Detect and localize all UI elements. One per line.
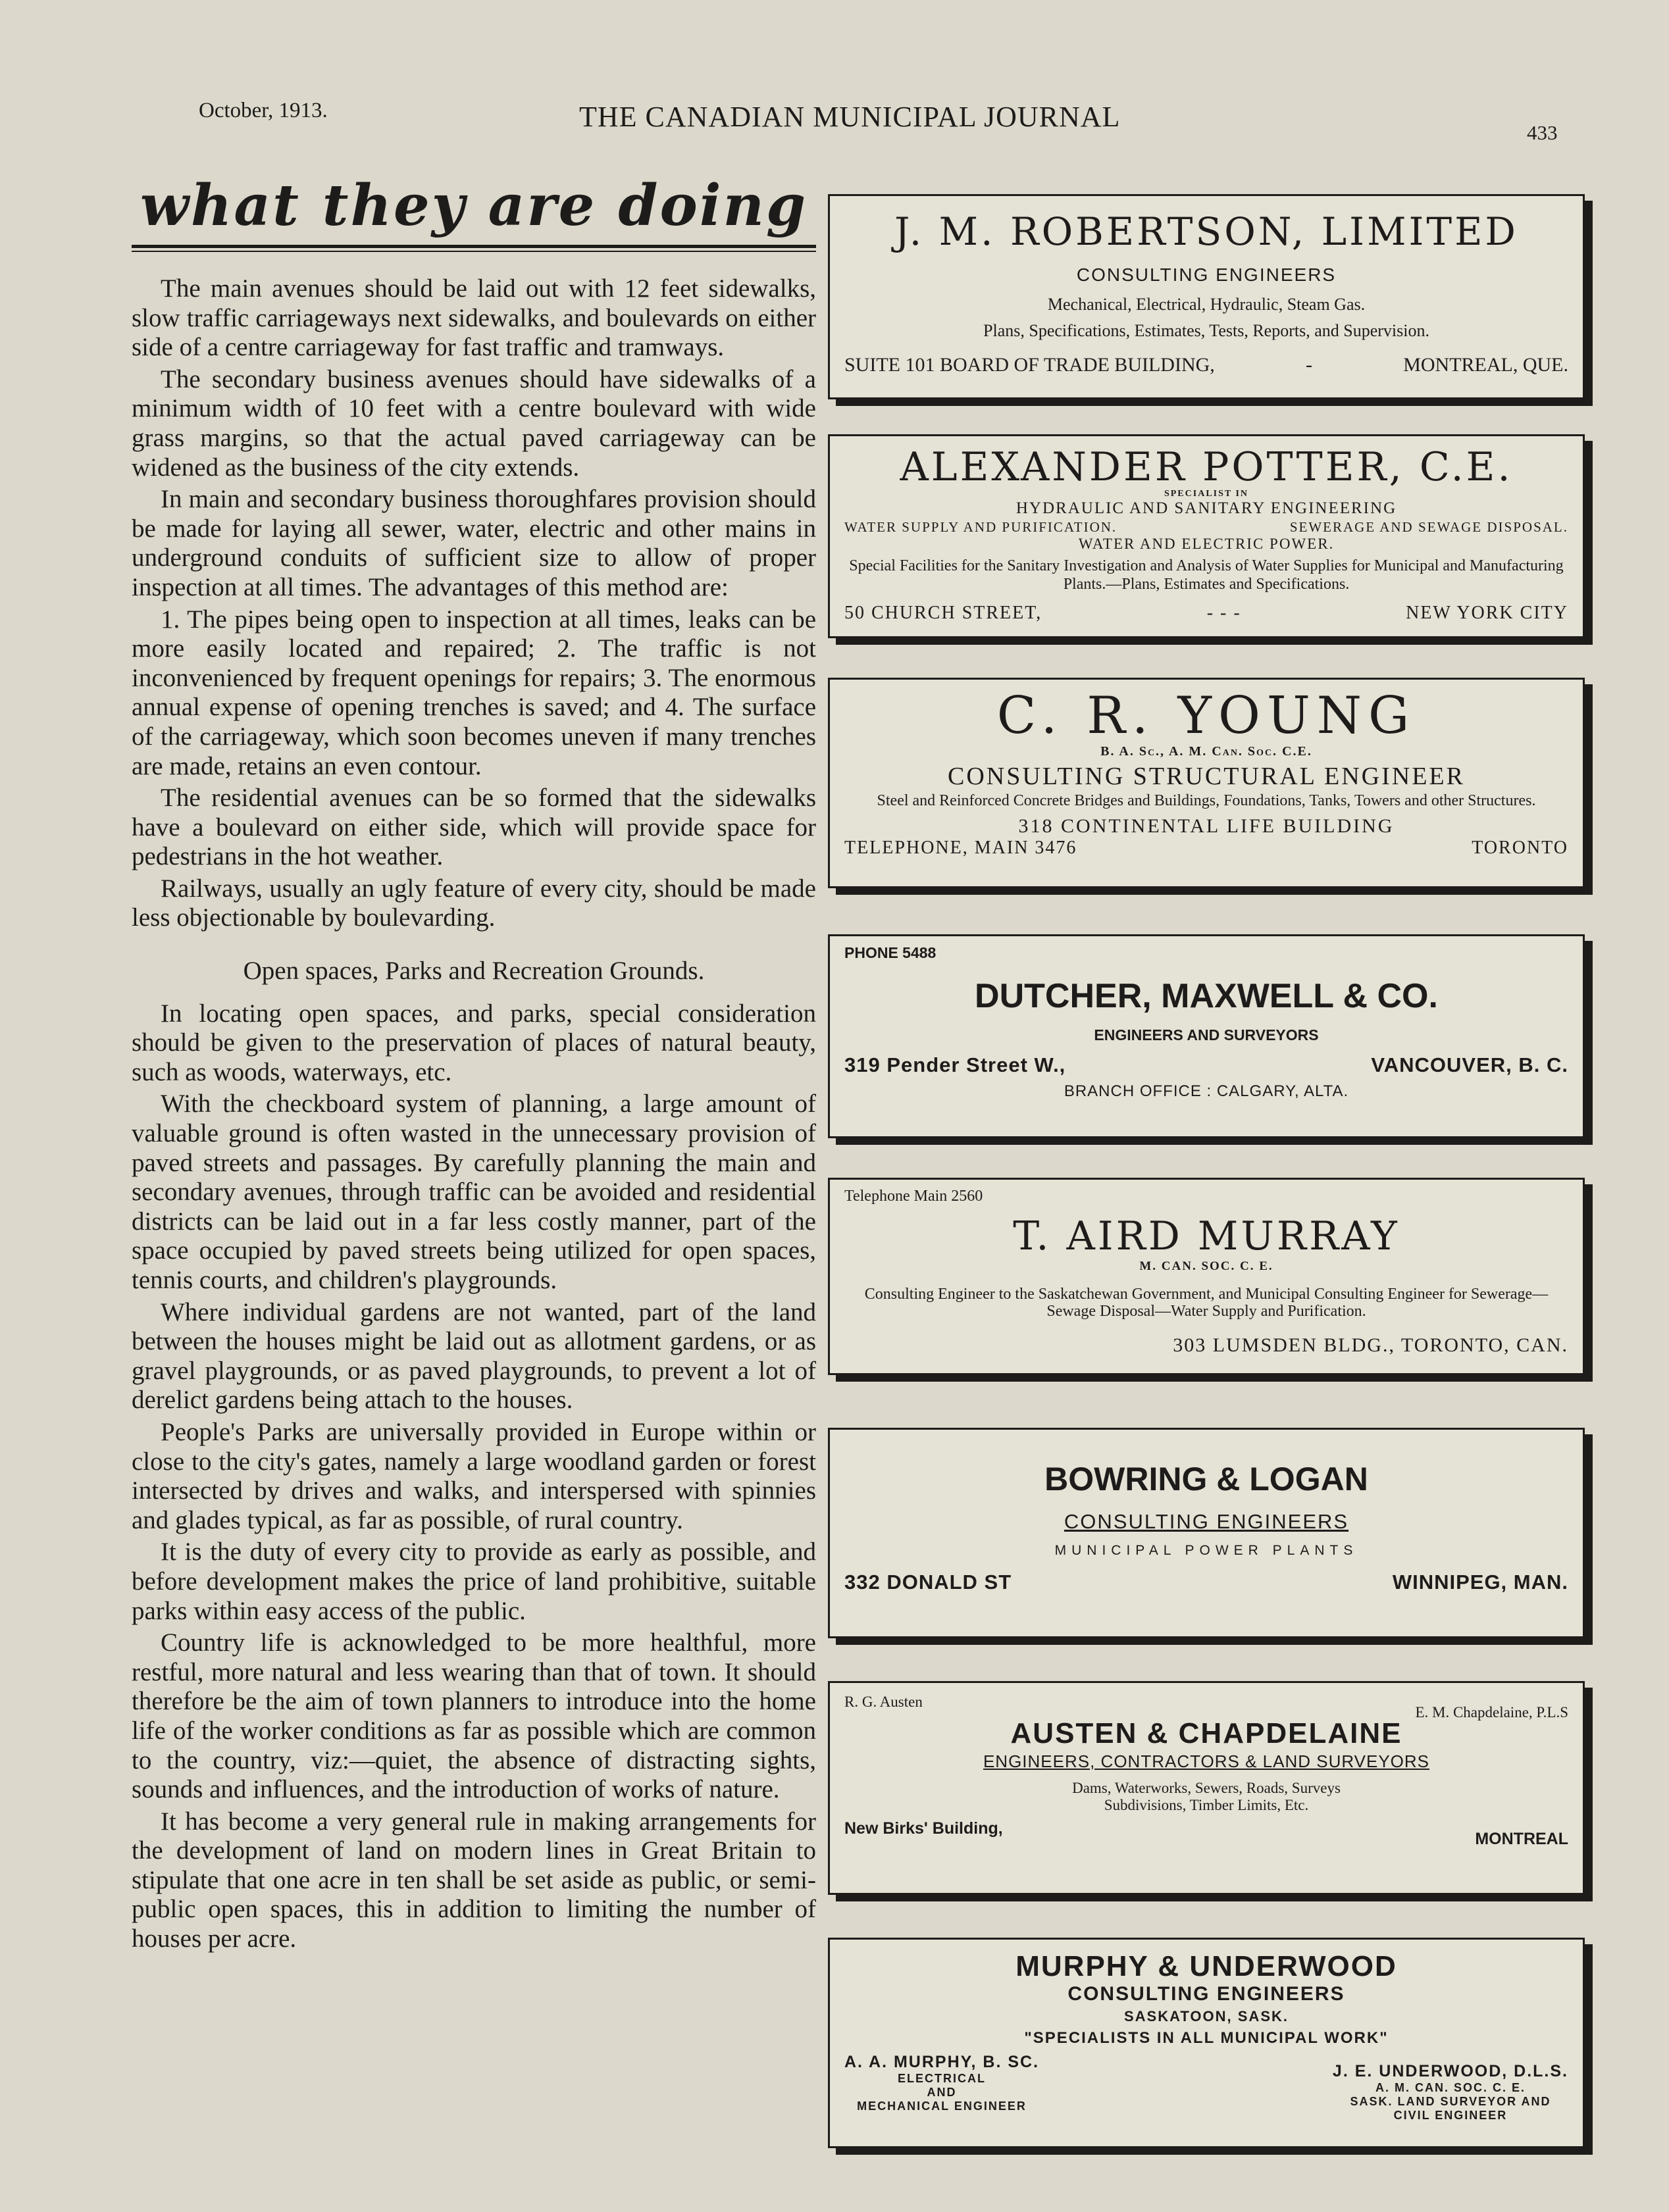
ad-partners-row — [844, 2053, 1568, 2123]
ad-partner-name: J. E. UNDERWOOD, D.L.S. — [1332, 2062, 1568, 2080]
ad-firm-name: T. AIRD MURRAY — [1013, 1213, 1400, 1259]
ad-specialty: WATER AND ELECTRIC POWER. — [1078, 536, 1335, 552]
ad-austen — [828, 1681, 1585, 1895]
ad-subtitle: ENGINEERS AND SURVEYORS — [1094, 1026, 1319, 1043]
ad-services: Dams, Waterworks, Sewers, Roads, Surveys — [1072, 1780, 1341, 1796]
ad-address: SUITE 101 BOARD OF TRADE BUILDING, — [844, 354, 1215, 376]
ad-subtitle: ENGINEERS, CONTRACTORS & LAND SURVEYORS — [983, 1751, 1430, 1771]
page-number: 433 — [1527, 121, 1558, 144]
ad-separator: - — [1305, 354, 1312, 376]
article-paragraph: The main avenues should be laid out with 12 feet sidewalks, slow traffic carriageways next sidewalks, and boulevards on either side of a centre carriageway for fast traffic and tramways. — [132, 274, 816, 362]
ad-title: CONSULTING STRUCTURAL ENGINEER — [948, 763, 1465, 790]
ad-address: 303 LUMSDEN BLDG., TORONTO, CAN. — [1173, 1334, 1568, 1356]
article-paragraph: The secondary business avenues should have sidewalks of a minimum width of 10 feet with a centre boulevard with wide grass margins, so that the actual paved carriageway can be widened as the business of the city extends. — [132, 364, 816, 482]
ad-city: NEW YORK CITY — [1406, 603, 1568, 623]
ad-firm-name: J. M. ROBERTSON, LIMITED — [894, 209, 1518, 254]
ad-partner-name: A. A. MURPHY, B. SC. — [844, 2053, 1040, 2071]
ad-firm-name: ALEXANDER POTTER, C.E. — [900, 444, 1513, 490]
ad-specialist: SPECIALIST IN — [1164, 489, 1249, 499]
ad-firm-name: AUSTEN & CHAPDELAINE — [1010, 1717, 1402, 1749]
article-paragraph: The residential avenues can be so formed that the sidewalks have a boulevard on either side, which will provide space for pedestrians in the hot weather. — [132, 784, 816, 871]
article-subheading: Open spaces, Parks and Recreation Grounds. — [243, 957, 705, 986]
ad-partner: E. M. Chapdelaine, P.L.S — [1415, 1704, 1568, 1721]
ad-partner-detail: MECHANICAL ENGINEER — [857, 2099, 1027, 2113]
journal-title: THE CANADIAN MUNICIPAL JOURNAL — [579, 101, 1121, 133]
ad-partner-detail: CIVIL ENGINEER — [1393, 2109, 1508, 2122]
ad-partner-detail: A. M. CAN. SOC. C. E. — [1375, 2081, 1526, 2094]
ad-city: MONTREAL, QUE. — [1403, 354, 1568, 376]
ad-services: Subdivisions, Timber Limits, Etc. — [1104, 1797, 1309, 1813]
ad-address: 50 CHURCH STREET, — [844, 603, 1042, 623]
article-paragraph: Where individual gardens are not wanted, part of the land between the houses might be laid out as allotment gardens, or as gravel playgrounds, or as paved playgrounds, to prevent a lot of derelict gardens being attach to the houses. — [132, 1297, 816, 1415]
ad-address-row — [844, 1053, 1568, 1077]
ad-address-row — [844, 838, 1568, 859]
ad-city: MONTREAL — [1475, 1830, 1568, 1848]
article-paragraph: Railways, usually an ugly feature of every city, should be made less objectionable by boulevarding. — [132, 874, 816, 932]
ad-partner-right — [1333, 2053, 1568, 2123]
ad-firm-name: MURPHY & UNDERWOOD — [1015, 1950, 1397, 1982]
ad-dutcher — [828, 934, 1585, 1138]
ad-address-row — [844, 1819, 1568, 1848]
ad-address-row — [844, 1571, 1568, 1594]
issue-date: October, 1913. — [199, 99, 328, 122]
ad-subtitle: CONSULTING ENGINEERS — [1064, 1510, 1349, 1533]
ad-young — [828, 678, 1585, 888]
ad-murphy — [828, 1938, 1585, 2148]
title-rule — [132, 245, 816, 252]
section-title: what they are doing — [140, 172, 808, 239]
ad-address: 318 CONTINENTAL LIFE BUILDING — [1018, 815, 1395, 837]
ad-partner-detail: SASK. LAND SURVEYOR AND — [1350, 2095, 1551, 2108]
ad-services: Plans, Specifications, Estimates, Tests, Reports, and Supervision. — [983, 321, 1429, 340]
ad-firm-name: C. R. YOUNG — [996, 686, 1416, 745]
ad-facilities: Special Facilities for the Sanitary Investigation and Analysis of Water Supplies for Municipal and Manufacturing Plants.—Plans, Estimates and Specifications. — [849, 557, 1564, 593]
ad-city: SASKATOON, SASK. — [1124, 2008, 1289, 2024]
article-paragraph: It has become a very general rule in making arrangements for the development of land on modern lines in Great Britain to stipulate that one acre in ten shall be set aside as public, or semi-public open spaces, this in addition to limiting the number of houses per acre. — [132, 1807, 816, 1953]
ad-degrees: B. A. Sc., A. M. Can. Soc. C.E. — [1100, 744, 1312, 759]
ad-specialty: SEWERAGE AND SEWAGE DISPOSAL. — [1289, 519, 1568, 535]
ad-bowring — [828, 1428, 1585, 1638]
ad-firm-name: DUTCHER, MAXWELL & CO. — [975, 977, 1438, 1015]
article-paragraph: 1. The pipes being open to inspection at all times, leaks can be more easily located and repaired; 2. The traffic is not inconvenienced by frequent openings for repairs; 3. The enormous annual expense of opening trenches is saved; and 4. The surface of the carriageway, which soon becomes uneven if many trenches are made, retains an even contour. — [132, 605, 816, 780]
ad-potter — [828, 434, 1585, 638]
ad-partner-detail: AND — [927, 2086, 957, 2099]
ad-services: Steel and Reinforced Concrete Bridges and Buildings, Foundations, Tanks, Towers and other Structures. — [877, 792, 1536, 809]
ad-degrees: M. CAN. SOC. C. E. — [1139, 1259, 1273, 1273]
article-paragraph: In locating open spaces, and parks, special consideration should be given to the preservation of places of natural beauty, such as woods, waterways, etc. — [132, 999, 816, 1086]
ad-branch: BRANCH OFFICE : CALGARY, ALTA. — [1064, 1082, 1349, 1100]
article-paragraph: Country life is acknowledged to be more healthful, more restful, more natural and less wearing than that of town. It should therefore be the aim of town planners to introduce into the home life of the worker conditions as far as possible which are common to the country, viz:—quiet, the absence of distracting sights, sounds and influences, and the introduction of works of nature. — [132, 1628, 816, 1804]
ad-separator: - - - — [1206, 603, 1241, 623]
article-paragraph: It is the duty of every city to provide as early as possible, and before development makes the price of land prohibitive, suitable parks within easy access of the public. — [132, 1538, 816, 1625]
ad-phone: Telephone Main 2560 — [844, 1188, 983, 1205]
ad-specialty: HYDRAULIC AND SANITARY ENGINEERING — [1015, 499, 1397, 517]
article-paragraph: With the checkboard system of planning, a large amount of valuable ground is often wasted in the unnecessary provision of paved streets and passages. By carefully planning the main and secondary avenues, through traffic can be avoided and residential districts can be laid out in a far less costly manner, part of the space occupied by paved streets being utilized for open spaces, tennis courts, and children's playgrounds. — [132, 1090, 816, 1294]
ad-murray — [828, 1178, 1585, 1375]
ad-services: Consulting Engineer to the Saskatchewan Government, and Municipal Consulting Engineer for Sewerage—Sewage Disposal—Water Supply and Purification. — [864, 1286, 1549, 1320]
ad-specialty: WATER SUPPLY AND PURIFICATION. — [844, 519, 1117, 535]
ad-motto: "SPECIALISTS IN ALL MUNICIPAL WORK" — [1024, 2029, 1389, 2047]
ad-address-row — [844, 354, 1568, 376]
ad-city: VANCOUVER, B. C. — [1371, 1053, 1568, 1076]
ad-partner: R. G. Austen — [844, 1694, 923, 1710]
ad-subtitle: CONSULTING ENGINEERS — [1067, 1983, 1345, 2005]
ad-city: TORONTO — [1472, 838, 1568, 858]
ad-services: MUNICIPAL POWER PLANTS — [1054, 1543, 1358, 1558]
ad-phone: TELEPHONE, MAIN 3476 — [844, 838, 1077, 858]
ad-partners-row — [844, 1694, 1568, 1721]
ad-firm-name: BOWRING & LOGAN — [1044, 1461, 1368, 1497]
ad-specialty-row — [844, 519, 1568, 536]
ad-services: Mechanical, Electrical, Hydraulic, Steam Gas. — [1047, 295, 1366, 314]
article-paragraph: People's Parks are universally provided in Europe within or close to the city's gates, namely a large woodland garden or forest intersected by drives and walks, and interspersed with spinnies and glades typical, as far as possible, of rural country. — [132, 1417, 816, 1534]
ad-address: New Birks' Building, — [844, 1819, 1003, 1838]
article-paragraph: In main and secondary business thoroughfares provision should be made for laying all sewer, water, electric and other mains in underground conduits of sufficient size to allow of proper inspection at all times. The advantages of this method are: — [132, 485, 816, 601]
ad-robertson — [828, 194, 1585, 399]
ad-address: 319 Pender Street W., — [844, 1053, 1066, 1076]
ad-city: WINNIPEG, MAN. — [1392, 1571, 1568, 1594]
ad-subtitle: CONSULTING ENGINEERS — [1076, 264, 1337, 285]
ad-address-row — [844, 603, 1568, 624]
ad-partner-detail: ELECTRICAL — [898, 2072, 987, 2085]
article-column — [132, 172, 816, 1957]
ad-phone: PHONE 5488 — [844, 944, 937, 961]
ad-partner-left — [844, 2053, 1039, 2113]
ad-address: 332 DONALD ST — [844, 1571, 1012, 1594]
page-header — [0, 99, 1669, 144]
article-body — [132, 274, 816, 1954]
